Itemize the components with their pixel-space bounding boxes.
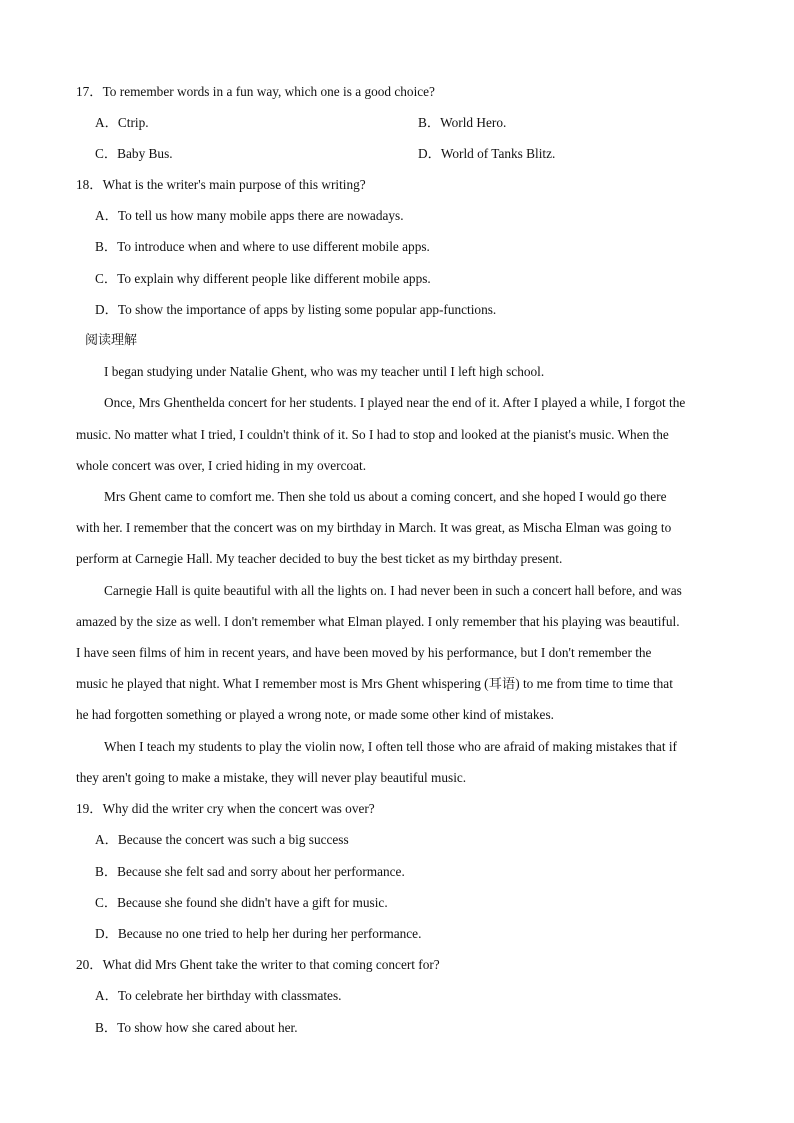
question-18-option-c: C．To explain why different people like different mobile apps. [95, 271, 431, 286]
passage-line: Mrs Ghent came to comfort me. Then she told us about a coming concert, and she hoped I would go there [104, 489, 667, 504]
passage-line: Once, Mrs Ghenthelda concert for her students. I played near the end of it. After I played a while, I forgot the [104, 395, 686, 410]
question-19-option-b: B．Because she felt sad and sorry about her performance. [95, 864, 405, 879]
passage-line: When I teach my students to play the violin now, I often tell those who are afraid of making mistakes that if [104, 739, 677, 754]
question-19-option-c: C．Because she found she didn't have a gift for music. [95, 895, 388, 910]
passage-line: he had forgotten something or played a wrong note, or made some other kind of mistakes. [76, 707, 554, 722]
question-19-option-d: D．Because no one tried to help her during her performance. [95, 926, 422, 941]
passage-line: with her. I remember that the concert was on my birthday in March. It was great, as Mischa Elman was going to [76, 520, 672, 535]
passage-line: I have seen films of him in recent years, and have been moved by his performance, but I don't remember the [76, 645, 652, 660]
passage-line: music he played that night. What I remember most is Mrs Ghent whispering (耳语) to me from time to time that [76, 676, 673, 691]
passage-line: they aren't going to make a mistake, they will never play beautiful music. [76, 770, 467, 785]
question-20-stem: 20．What did Mrs Ghent take the writer to that coming concert for? [76, 957, 440, 972]
question-20-option-a: A．To celebrate her birthday with classmates. [95, 988, 342, 1003]
question-17-stem: 17．To remember words in a fun way, which one is a good choice? [76, 84, 435, 99]
section-title: 阅读理解 [85, 333, 138, 348]
question-19-option-a: A．Because the concert was such a big success [95, 832, 349, 847]
question-17-option-d: D．World of Tanks Blitz. [418, 146, 556, 161]
question-18-option-a: A．To tell us how many mobile apps there are nowadays. [95, 208, 404, 223]
passage-line: music. No matter what I tried, I couldn't think of it. So I had to stop and looked at the pianist's music. When the [76, 427, 669, 442]
question-20-option-b: B．To show how she cared about her. [95, 1020, 298, 1035]
passage-line: amazed by the size as well. I don't remember what Elman played. I only remember that his playing was beautiful. [76, 614, 680, 629]
passage-line: perform at Carnegie Hall. My teacher decided to buy the best ticket as my birthday present. [76, 551, 563, 566]
question-19-stem: 19．Why did the writer cry when the concert was over? [76, 801, 375, 816]
question-17-option-c: C．Baby Bus. [95, 146, 173, 161]
question-17-option-a: A．Ctrip. [95, 115, 149, 130]
question-18-option-d: D．To show the importance of apps by listing some popular app-functions. [95, 302, 497, 317]
question-18-stem: 18．What is the writer's main purpose of this writing? [76, 177, 366, 192]
question-18-option-b: B．To introduce when and where to use different mobile apps. [95, 239, 430, 254]
passage-line: Carnegie Hall is quite beautiful with all the lights on. I had never been in such a concert hall before, and was [104, 583, 682, 598]
question-17-option-b: B．World Hero. [418, 115, 507, 130]
passage-line: whole concert was over, I cried hiding in my overcoat. [76, 458, 367, 473]
passage-line: I began studying under Natalie Ghent, who was my teacher until I left high school. [104, 364, 545, 379]
